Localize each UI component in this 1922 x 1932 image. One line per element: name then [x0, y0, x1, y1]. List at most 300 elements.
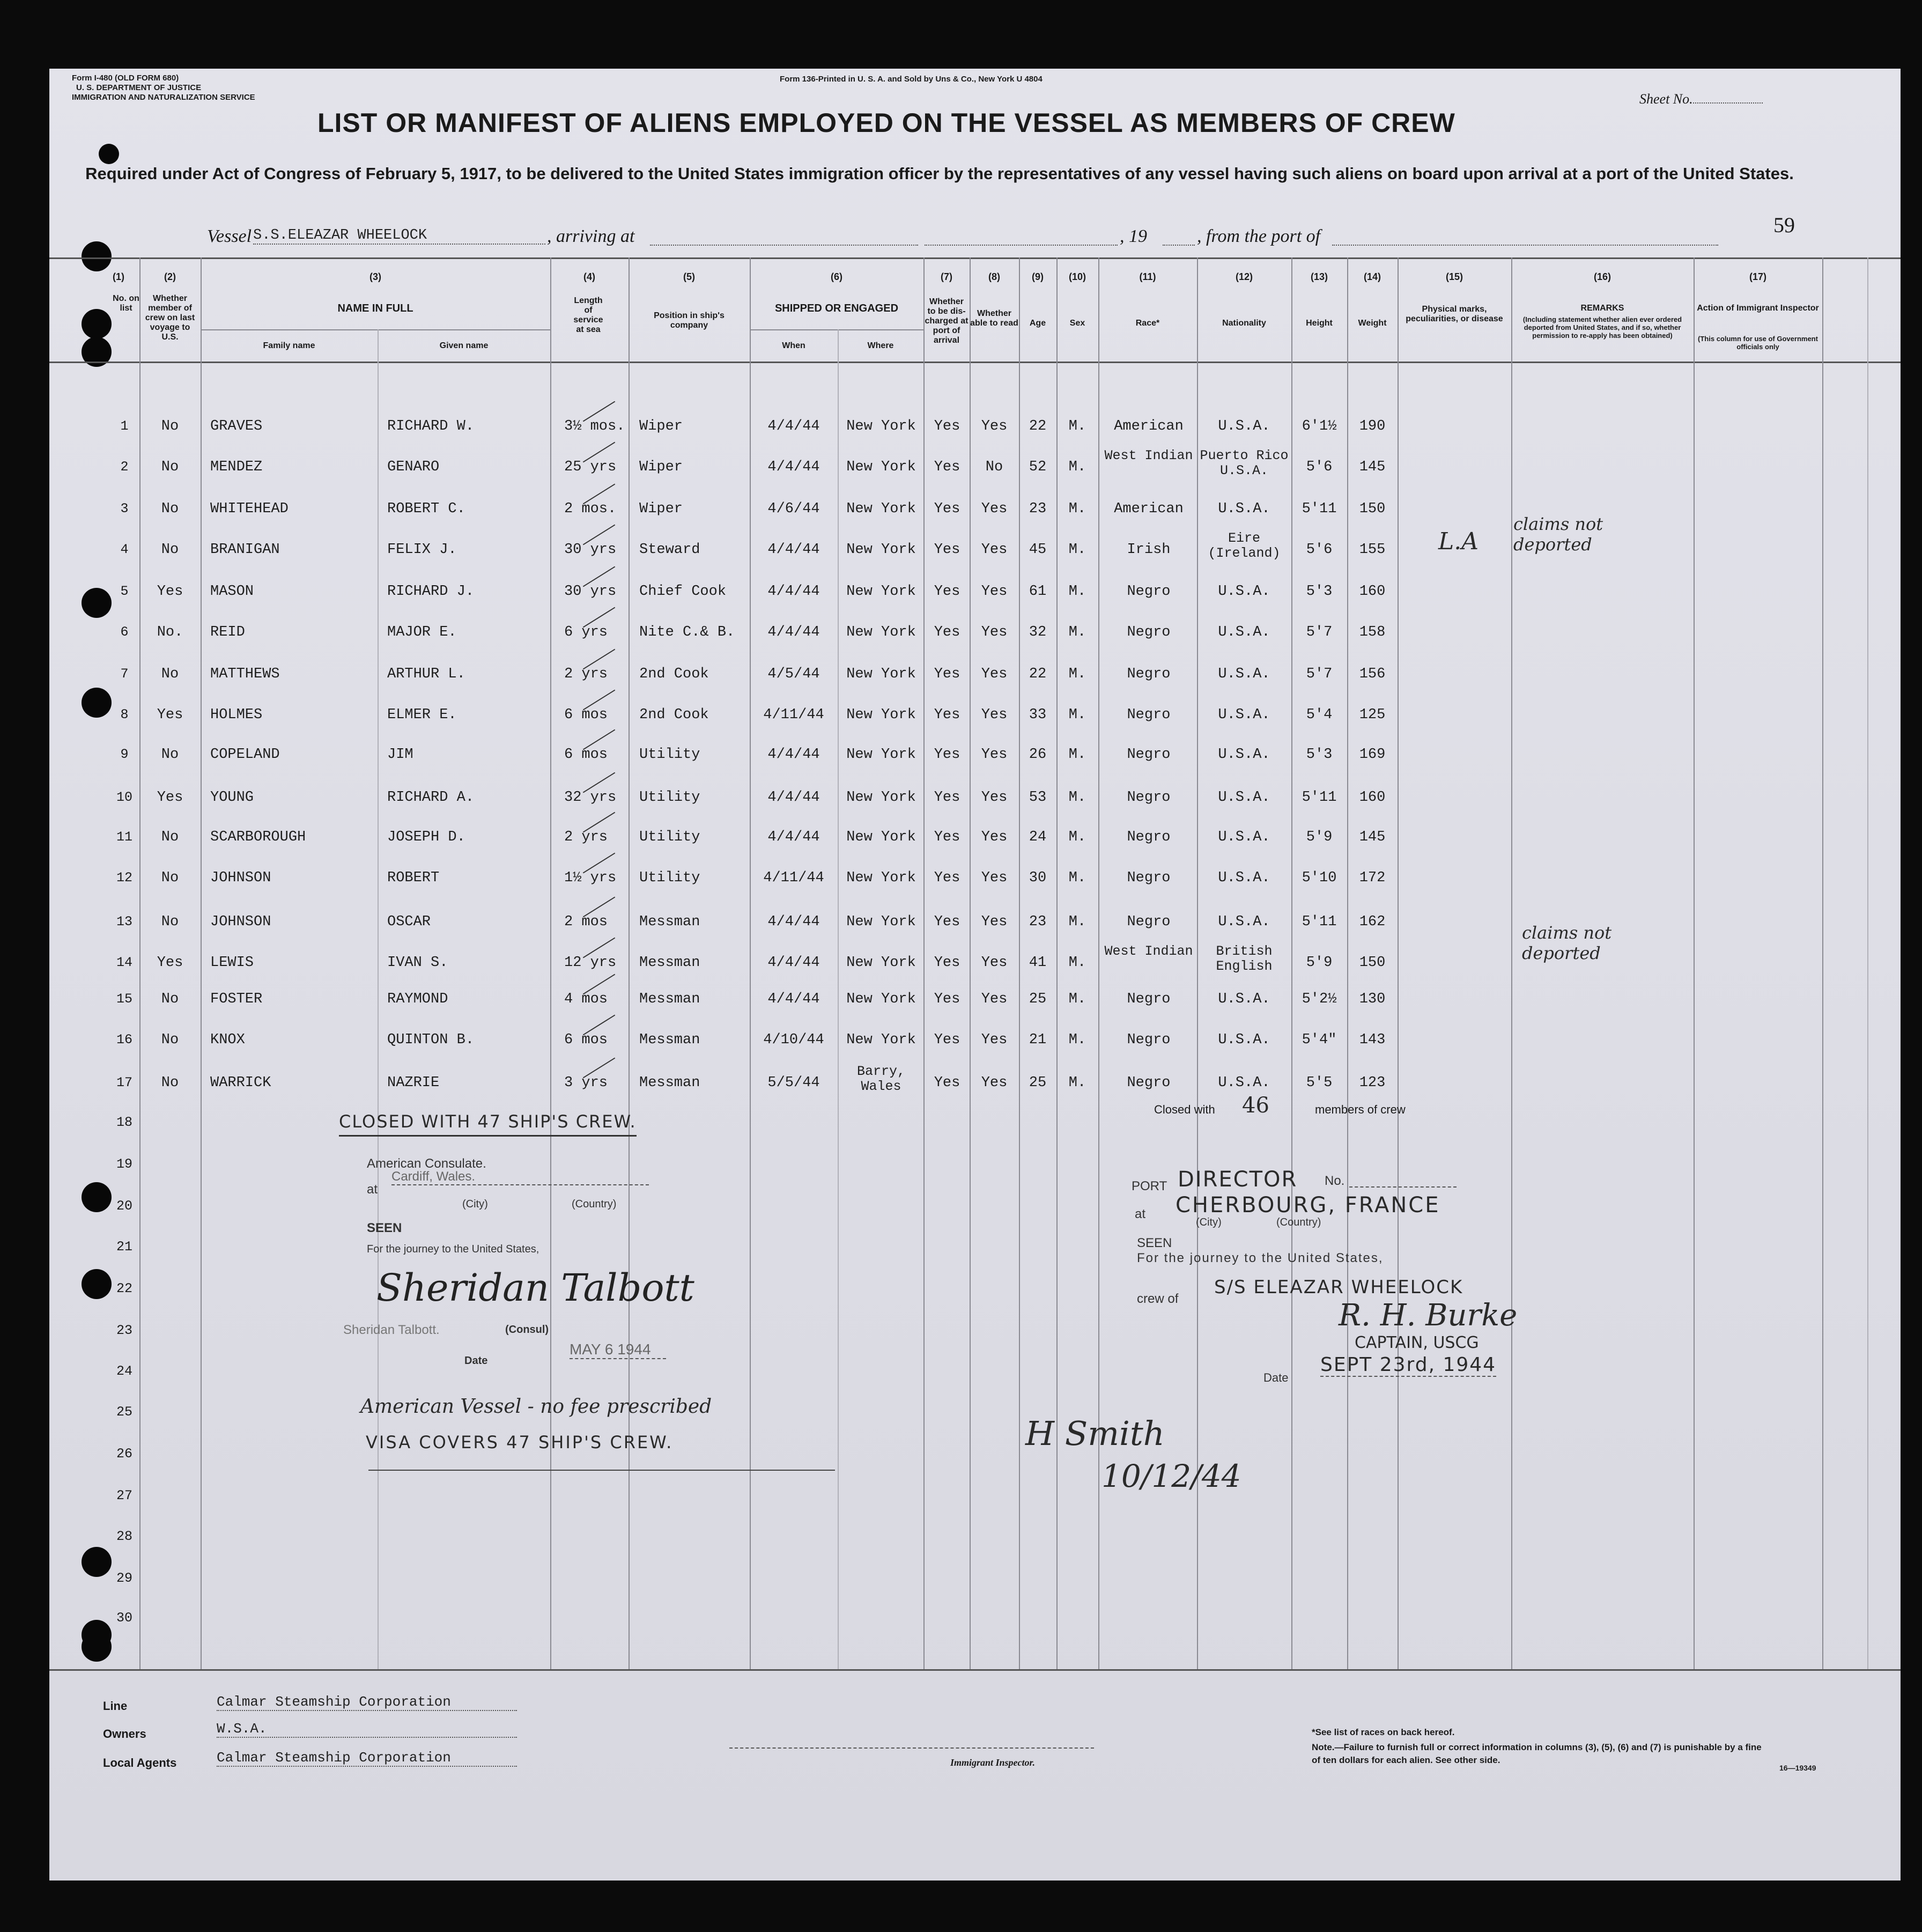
race-cell: American — [1114, 418, 1184, 434]
closed-with-count: 46 — [1242, 1093, 1269, 1118]
race-cell: Negro — [1127, 870, 1171, 886]
given-name-cell: FELIX J. — [387, 542, 457, 558]
sex-cell: M. — [1068, 747, 1086, 763]
row-number: 25 — [116, 1404, 132, 1420]
shipped-when-cell: 4/11/44 — [763, 870, 824, 886]
row-number: 15 — [116, 991, 132, 1007]
col-divider — [629, 257, 630, 1669]
service-length-cell: 30 yrs — [564, 584, 617, 600]
height-cell: 5'4 — [1306, 707, 1333, 723]
able-to-read-cell: Yes — [981, 542, 1008, 558]
punch-hole — [82, 309, 112, 339]
row-number: 9 — [120, 747, 129, 762]
port-crew-label: crew of — [1137, 1292, 1179, 1306]
row-number: 10 — [116, 790, 132, 805]
family-name-cell: KNOX — [210, 1032, 245, 1048]
service-length-cell: 6 mos — [564, 1032, 608, 1048]
service-length-cell: 25 yrs — [564, 459, 617, 475]
service-length-cell: 32 yrs — [564, 790, 617, 806]
row-number: 22 — [116, 1281, 132, 1296]
given-name-cell: OSCAR — [387, 914, 431, 930]
col-divider — [378, 329, 379, 1669]
shipped-where-cell: New York — [846, 870, 916, 886]
sex-cell: M. — [1068, 829, 1086, 845]
family-name-cell: GRAVES — [210, 418, 263, 434]
row-number: 26 — [116, 1446, 132, 1462]
owners-value: W.S.A. — [217, 1721, 517, 1738]
colnum: (4) — [583, 271, 595, 282]
discharged-cell: Yes — [934, 747, 960, 763]
consul-at-label: at — [367, 1182, 378, 1197]
position-cell: Messman — [639, 991, 700, 1007]
height-cell: 5'2½ — [1302, 991, 1337, 1007]
year-field — [1163, 245, 1195, 246]
age-cell: 22 — [1029, 418, 1047, 434]
shipped-where-cell: New York — [846, 707, 916, 723]
nationality-cell: U.S.A. — [1218, 790, 1270, 806]
family-name-cell: REID — [210, 624, 245, 640]
colnum: (15) — [1445, 271, 1463, 282]
last-voyage-cell: No — [161, 542, 179, 558]
col-header-discharged: Whether to be dis-charged at port of arrival — [925, 297, 969, 345]
race-cell: Irish — [1127, 542, 1171, 558]
able-to-read-cell: No — [985, 459, 1003, 475]
row-number: 4 — [120, 542, 129, 557]
inspector-date: 10/12/44 — [1102, 1458, 1241, 1494]
races-note: *See list of races on back hereof. — [1312, 1727, 1455, 1737]
sex-cell: M. — [1068, 501, 1086, 517]
col-header-no: No. on list — [113, 294, 139, 313]
inspector-initials: H Smith — [1025, 1414, 1165, 1453]
shipped-where-cell: New York — [846, 914, 916, 930]
sex-cell: M. — [1068, 584, 1086, 600]
arriving-label: , arriving at — [547, 226, 635, 246]
consul-note-line1: American Vessel - no fee prescribed — [360, 1396, 712, 1418]
given-name-cell: JOSEPH D. — [387, 829, 465, 845]
col-header-last-voyage: Whether member of crew on last voyage to U.S. — [145, 294, 195, 342]
row-number: 8 — [120, 707, 129, 722]
row-number: 12 — [116, 870, 132, 886]
height-cell: 5'11 — [1302, 501, 1337, 517]
last-voyage-cell: No — [161, 914, 179, 930]
shipped-when-cell: 4/11/44 — [763, 707, 824, 723]
service-length-cell: 3 yrs — [564, 1075, 608, 1091]
position-cell: Utility — [639, 829, 700, 845]
colnum: (16) — [1593, 271, 1611, 282]
shipped-where-cell: New York — [846, 584, 916, 600]
year-label: , 19 — [1120, 226, 1147, 246]
department: U. S. DEPARTMENT OF JUSTICE — [76, 83, 202, 92]
colnum: (6) — [831, 271, 842, 282]
service-length-cell: 4 mos — [564, 991, 608, 1007]
height-cell: 5'10 — [1302, 870, 1337, 886]
age-cell: 45 — [1029, 542, 1047, 558]
weight-cell: 156 — [1359, 666, 1386, 682]
nationality-cell: U.S.A. — [1218, 747, 1270, 763]
discharged-cell: Yes — [934, 829, 960, 845]
row-number: 3 — [120, 501, 129, 517]
col-header-when: When — [782, 341, 805, 350]
port-date: SEPT 23rd, 1944 — [1320, 1354, 1497, 1376]
shipped-when-cell: 4/4/44 — [767, 914, 820, 930]
able-to-read-cell: Yes — [981, 955, 1008, 971]
consul-journey: For the journey to the United States, — [367, 1243, 539, 1255]
sex-cell: M. — [1068, 790, 1086, 806]
service-length-cell: 3½ mos. — [564, 418, 625, 434]
colnum: (5) — [683, 271, 695, 282]
weight-cell: 158 — [1359, 624, 1386, 640]
given-name-cell: ROBERT — [387, 870, 440, 886]
sex-cell: M. — [1068, 914, 1086, 930]
punch-hole — [82, 1182, 112, 1212]
last-voyage-cell: No — [161, 418, 179, 434]
family-name-cell: BRANIGAN — [210, 542, 280, 558]
shipped-where-cell: New York — [846, 542, 916, 558]
discharged-cell: Yes — [934, 914, 960, 930]
age-cell: 61 — [1029, 584, 1047, 600]
sex-cell: M. — [1068, 991, 1086, 1007]
shipped-where-cell: New York — [846, 1032, 916, 1048]
age-cell: 25 — [1029, 991, 1047, 1007]
weight-cell: 150 — [1359, 955, 1386, 971]
row-number: 29 — [116, 1570, 132, 1586]
from-port-label: , from the port of — [1197, 226, 1321, 246]
position-cell: Wiper — [639, 501, 683, 517]
age-cell: 24 — [1029, 829, 1047, 845]
weight-cell: 172 — [1359, 870, 1386, 886]
consul-signature: Sheridan Talbott — [376, 1266, 694, 1310]
shipped-when-cell: 5/5/44 — [767, 1075, 820, 1091]
col-divider — [1098, 257, 1099, 1669]
consul-city: Cardiff, Wales. — [391, 1169, 649, 1185]
last-voyage-cell: Yes — [157, 790, 183, 806]
consul-note-rule — [368, 1470, 835, 1471]
shipped-where-cell: New York — [846, 501, 916, 517]
nationality-cell: U.S.A. — [1218, 1032, 1270, 1048]
position-cell: Steward — [639, 542, 700, 558]
punch-hole — [82, 1269, 112, 1299]
able-to-read-cell: Yes — [981, 501, 1008, 517]
discharged-cell: Yes — [934, 1032, 960, 1048]
colnum: (14) — [1363, 271, 1381, 282]
agents-value: Calmar Steamship Corporation — [217, 1750, 517, 1767]
able-to-read-cell: Yes — [981, 1075, 1008, 1091]
shipped-where-cell: New York — [846, 418, 916, 434]
family-name-cell: SCARBOROUGH — [210, 829, 306, 845]
printer-line: Form 136-Printed in U. S. A. and Sold by Uns & Co., New York U 4804 — [780, 75, 1043, 84]
colnum: (13) — [1310, 271, 1328, 282]
col-header-remarks-note: (Including statement whether alien ever ordered deported from United States, and if so, whether permission to re-apply has been obtained) — [1522, 315, 1682, 340]
position-cell: Utility — [639, 870, 700, 886]
nationality-cell: U.S.A. — [1218, 501, 1270, 517]
shipped-when-cell: 4/5/44 — [767, 666, 820, 682]
port-crew-vessel: S/S ELEAZAR WHEELOCK — [1214, 1277, 1463, 1298]
shipped-where-cell: Barry, Wales — [856, 1064, 905, 1094]
sex-cell: M. — [1068, 542, 1086, 558]
shipped-where-cell: New York — [846, 747, 916, 763]
family-name-cell: LEWIS — [210, 955, 254, 971]
able-to-read-cell: Yes — [981, 790, 1008, 806]
height-cell: 5'5 — [1306, 1075, 1333, 1091]
position-cell: Wiper — [639, 459, 683, 475]
nationality-cell: U.S.A. — [1218, 624, 1270, 640]
last-voyage-cell: No — [161, 666, 179, 682]
race-cell: West Indian — [1104, 943, 1193, 959]
col-header-race: Race* — [1135, 319, 1160, 328]
height-cell: 5'6 — [1306, 459, 1333, 475]
age-cell: 32 — [1029, 624, 1047, 640]
position-cell: Utility — [639, 747, 700, 763]
able-to-read-cell: Yes — [981, 870, 1008, 886]
shipped-where-cell: New York — [846, 991, 916, 1007]
shipped-where-cell: New York — [846, 666, 916, 682]
able-to-read-cell: Yes — [981, 584, 1008, 600]
sex-cell: M. — [1068, 1075, 1086, 1091]
given-name-cell: JIM — [387, 747, 413, 763]
colnum: (12) — [1235, 271, 1253, 282]
family-name-cell: MATTHEWS — [210, 666, 280, 682]
race-cell: American — [1114, 501, 1184, 517]
col-divider — [1511, 257, 1512, 1669]
family-name-cell: JOHNSON — [210, 914, 271, 930]
port-city-label: (City) — [1196, 1216, 1222, 1228]
col-header-service: Length of service at sea — [573, 296, 603, 334]
col-header-given: Given name — [439, 341, 489, 350]
race-cell: Negro — [1127, 991, 1171, 1007]
colnum: (9) — [1032, 271, 1044, 282]
last-voyage-cell: No — [161, 501, 179, 517]
nationality-cell: U.S.A. — [1218, 870, 1270, 886]
able-to-read-cell: Yes — [981, 747, 1008, 763]
given-name-cell: NAZRIE — [387, 1075, 440, 1091]
consul-note-line2: VISA COVERS 47 SHIP'S CREW. — [366, 1432, 674, 1452]
form-id: Form I-480 (OLD FORM 680) — [72, 73, 179, 83]
consul-title-label: (Consul) — [505, 1324, 549, 1336]
given-name-cell: RICHARD A. — [387, 790, 475, 806]
row-number: 6 — [120, 624, 129, 640]
race-cell: Negro — [1127, 790, 1171, 806]
age-cell: 23 — [1029, 501, 1047, 517]
colnum: (10) — [1068, 271, 1086, 282]
position-cell: Messman — [639, 1075, 700, 1091]
height-cell: 5'9 — [1306, 955, 1333, 971]
shipped-when-cell: 4/4/44 — [767, 955, 820, 971]
age-cell: 21 — [1029, 1032, 1047, 1048]
discharged-cell: Yes — [934, 584, 960, 600]
height-cell: 6'1½ — [1302, 418, 1337, 434]
shipped-subhead-rule — [751, 329, 923, 330]
last-voyage-cell: No. — [157, 624, 183, 640]
discharged-cell: Yes — [934, 501, 960, 517]
shipped-where-cell: New York — [846, 955, 916, 971]
given-name-cell: IVAN S. — [387, 955, 448, 971]
arriving-field — [650, 245, 918, 246]
col-header-where: Where — [867, 341, 894, 350]
sex-cell: M. — [1068, 418, 1086, 434]
last-voyage-cell: Yes — [157, 707, 183, 723]
consul-typed-name: Sheridan Talbott. — [343, 1323, 440, 1337]
nationality-cell: British English — [1216, 943, 1273, 974]
last-voyage-cell: No — [161, 870, 179, 886]
row-number: 24 — [116, 1363, 132, 1379]
discharged-cell: Yes — [934, 624, 960, 640]
age-cell: 22 — [1029, 666, 1047, 682]
given-name-cell: ARTHUR L. — [387, 666, 465, 682]
col-header-weight: Weight — [1358, 319, 1387, 328]
shipped-when-cell: 4/4/44 — [767, 991, 820, 1007]
header-bottom-rule — [49, 362, 1901, 363]
service-length-cell: 6 yrs — [564, 624, 608, 640]
port-no-field — [1349, 1186, 1457, 1188]
race-cell: Negro — [1127, 914, 1171, 930]
owners-label: Owners — [103, 1727, 146, 1741]
shipped-when-cell: 4/4/44 — [767, 790, 820, 806]
last-voyage-cell: No — [161, 747, 179, 763]
family-name-cell: COPELAND — [210, 747, 280, 763]
consul-country-label: (Country) — [572, 1198, 617, 1210]
sheet-number-label: Sheet No. — [1639, 91, 1763, 107]
nationality-cell: U.S.A. — [1218, 584, 1270, 600]
position-cell: Messman — [639, 955, 700, 971]
race-cell: Negro — [1127, 1075, 1171, 1091]
age-cell: 53 — [1029, 790, 1047, 806]
physical-marks-note: L.A — [1438, 528, 1479, 555]
col-header-name: NAME IN FULL — [337, 303, 413, 314]
colnum: (2) — [164, 271, 176, 282]
row-number: 11 — [116, 829, 132, 845]
family-name-cell: WARRICK — [210, 1075, 271, 1091]
age-cell: 41 — [1029, 955, 1047, 971]
col-header-position: Position in ship's company — [654, 311, 725, 330]
given-name-cell: ROBERT C. — [387, 501, 465, 517]
able-to-read-cell: Yes — [981, 829, 1008, 845]
weight-cell: 155 — [1359, 542, 1386, 558]
weight-cell: 160 — [1359, 790, 1386, 806]
age-cell: 26 — [1029, 747, 1047, 763]
able-to-read-cell: Yes — [981, 418, 1008, 434]
shipped-where-cell: New York — [846, 829, 916, 845]
col-header-shipped: SHIPPED OR ENGAGED — [774, 303, 899, 314]
port-seen: SEEN — [1137, 1236, 1172, 1250]
service-length-cell: 2 mos. — [564, 501, 617, 517]
consul-seen: SEEN — [367, 1221, 402, 1235]
sex-cell: M. — [1068, 870, 1086, 886]
port-country-label: (Country) — [1276, 1216, 1321, 1228]
age-cell: 23 — [1029, 914, 1047, 930]
given-name-cell: RICHARD J. — [387, 584, 475, 600]
remarks-note-row4: claims not deported — [1513, 514, 1603, 555]
inspector-signature-line — [729, 1747, 1094, 1749]
col-header-read: Whether able to read — [970, 309, 1018, 328]
race-cell: Negro — [1127, 747, 1171, 763]
height-cell: 5'11 — [1302, 790, 1337, 806]
col-divider — [1867, 257, 1868, 1669]
discharged-cell: Yes — [934, 991, 960, 1007]
row-number: 2 — [120, 459, 129, 475]
discharged-cell: Yes — [934, 955, 960, 971]
colnum: (11) — [1139, 271, 1156, 282]
race-cell: Negro — [1127, 707, 1171, 723]
line-value: Calmar Steamship Corporation — [217, 1694, 517, 1711]
weight-cell: 160 — [1359, 584, 1386, 600]
discharged-cell: Yes — [934, 542, 960, 558]
discharged-cell: Yes — [934, 459, 960, 475]
fine-note: Note.—Failure to furnish full or correct information in columns (3), (5), (6) and (7) is punishable by a fine of ten dollars for each alien. See other side. — [1312, 1742, 1762, 1765]
port-signature: R. H. Burke — [1339, 1298, 1518, 1333]
col-header-action: Action of Immigrant Inspector — [1697, 304, 1819, 313]
family-name-cell: WHITEHEAD — [210, 501, 289, 517]
position-cell: Messman — [639, 914, 700, 930]
row-number: 5 — [120, 584, 129, 599]
weight-cell: 162 — [1359, 914, 1386, 930]
punch-hole — [82, 241, 112, 271]
consul-city-label: (City) — [462, 1198, 488, 1210]
height-cell: 5'3 — [1306, 584, 1333, 600]
remarks-note-row14: claims not deported — [1522, 923, 1612, 963]
page-title: LIST OR MANIFEST OF ALIENS EMPLOYED ON THE VESSEL AS MEMBERS OF CREW — [317, 108, 1455, 138]
port-at-label: at — [1135, 1207, 1146, 1221]
punch-hole — [82, 1632, 112, 1662]
weight-cell: 143 — [1359, 1032, 1386, 1048]
given-name-cell: GENARO — [387, 459, 440, 475]
row-number: 18 — [116, 1115, 132, 1130]
able-to-read-cell: Yes — [981, 624, 1008, 640]
nationality-cell: Eire (Ireland) — [1208, 530, 1281, 561]
weight-cell: 123 — [1359, 1075, 1386, 1091]
weight-cell: 130 — [1359, 991, 1386, 1007]
last-voyage-cell: Yes — [157, 584, 183, 600]
weight-cell: 145 — [1359, 459, 1386, 475]
weight-cell: 150 — [1359, 501, 1386, 517]
colnum: (8) — [988, 271, 1000, 282]
discharged-cell: Yes — [934, 1075, 960, 1091]
shipped-when-cell: 4/4/44 — [767, 418, 820, 434]
family-name-cell: MENDEZ — [210, 459, 263, 475]
service-length-cell: 2 mos — [564, 914, 608, 930]
row-number: 21 — [116, 1239, 132, 1255]
col-header-height: Height — [1306, 319, 1333, 328]
given-name-cell: RAYMOND — [387, 991, 448, 1007]
port-date-label: Date — [1263, 1371, 1289, 1384]
given-name-cell: ELMER E. — [387, 707, 457, 723]
family-name-cell: FOSTER — [210, 991, 263, 1007]
colnum: (7) — [941, 271, 952, 282]
name-subhead-rule — [202, 329, 550, 330]
consul-date: MAY 6 1944 — [570, 1341, 666, 1359]
service-name: IMMIGRATION AND NATURALIZATION SERVICE — [72, 93, 255, 102]
race-cell: Negro — [1127, 1032, 1171, 1048]
sex-cell: M. — [1068, 707, 1086, 723]
shipped-where-cell: New York — [846, 459, 916, 475]
height-cell: 5'7 — [1306, 624, 1333, 640]
service-length-cell: 1½ yrs — [564, 870, 617, 886]
given-name-cell: RICHARD W. — [387, 418, 475, 434]
nationality-cell: U.S.A. — [1218, 1075, 1270, 1091]
height-cell: 5'9 — [1306, 829, 1333, 845]
able-to-read-cell: Yes — [981, 1032, 1008, 1048]
shipped-where-cell: New York — [846, 790, 916, 806]
position-cell: 2nd Cook — [639, 707, 709, 723]
nationality-cell: U.S.A. — [1218, 914, 1270, 930]
page-subtitle: Required under Act of Congress of February 5, 1917, to be delivered to the United States immigration officer by the representatives of any vessel having such aliens on board upon arrival at a port of the United States. — [85, 164, 1794, 183]
from-port-field — [1332, 245, 1718, 246]
height-cell: 5'11 — [1302, 914, 1337, 930]
port-officer-title: CAPTAIN, USCG — [1355, 1333, 1479, 1352]
sex-cell: M. — [1068, 666, 1086, 682]
col-header-remarks: REMARKS — [1580, 304, 1624, 313]
position-cell: Wiper — [639, 418, 683, 434]
col-divider — [550, 257, 551, 1669]
